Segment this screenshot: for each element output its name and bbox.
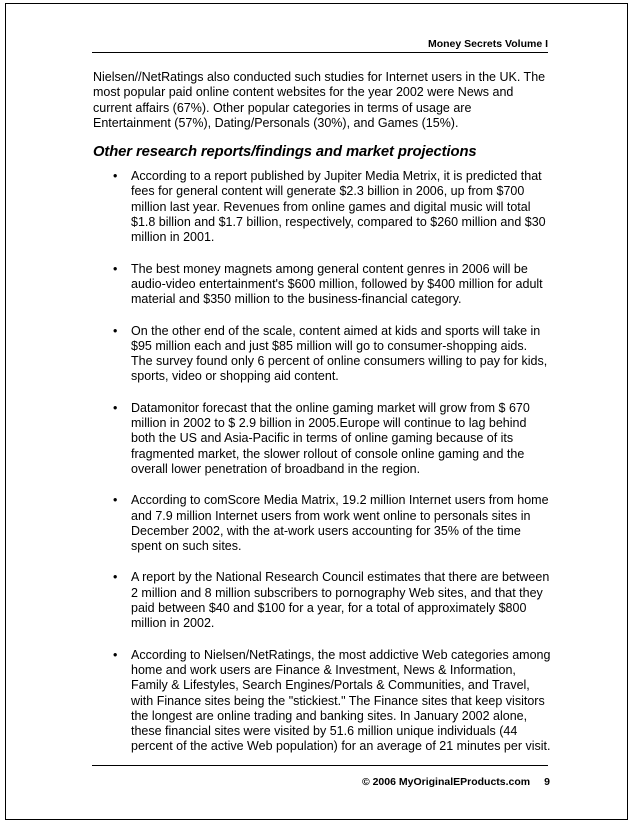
- list-item-text: On the other end of the scale, content aimed at kids and sports will take in $95 million each and just $85 million will go to consumer-shopping aids. The survey found only 6 percent of online consumers willing to pay for kids, sports, video or shopping aid content.: [131, 323, 548, 384]
- bullet-list: [93, 169, 551, 755]
- list-item-text: According to Nielsen/NetRatings, the most addictive Web categories among home and work users are Finance & Investment, News & Information, Family & Lifestyles, Search Engines/Portals & Communities, and Travel, with Finance sites being the "stickiest." The Finance sites that keep visitors the longest are online trading and banking sites. In January 2002 alone, these financial sites were visited by 51.6 million unique individuals (44 percent of the active Web population) for an average of 21 minutes per visit.: [131, 647, 551, 754]
- intro-paragraph: Nielsen//NetRatings also conducted such studies for Internet users in the UK. The most popular paid online content websites for the year 2002 were News and current affairs (67%). Other popular categories in terms of usage are Entertainment (57%), Dating/Personals (30%), and Games (15%).: [93, 70, 546, 130]
- bullet-icon: •: [113, 647, 118, 662]
- header-rule: [92, 52, 548, 53]
- copyright-text: © 2006 MyOriginalEProducts.com: [361, 776, 531, 788]
- list-item-text: The best money magnets among general content genres in 2006 will be audio-video entertainment's $600 million, followed by $400 million for adult material and $350 million to the business-financial category.: [131, 261, 543, 307]
- list-item: [93, 262, 551, 308]
- list-item: [93, 648, 551, 755]
- page-number: 9: [544, 776, 550, 788]
- page-content: [93, 70, 551, 771]
- bullet-icon: •: [113, 570, 118, 585]
- list-item: [93, 493, 551, 554]
- bullet-icon: •: [113, 169, 118, 184]
- bullet-icon: •: [113, 493, 118, 508]
- list-item-text: According to a report published by Jupiter Media Metrix, it is predicted that fees for general content will generate $2.3 billion in 2006, up from $700 million last year. Revenues from online games and digital music will total $1.8 billion and $1.7 billion, respectively, compared to $260 million and $30 million in 2001.: [131, 169, 546, 245]
- list-item-text: Datamonitor forecast that the online gaming market will grow from $ 670 million in 2002 to $ 2.9 billion in 2005.Europe will continue to lag behind both the US and Asia-Pacific in terms of online gaming because of its fragmented market, the slower rollout of console online gaming and the overall lower penetration of broadband in the region.: [131, 400, 530, 476]
- list-item: [93, 324, 551, 385]
- list-item: [93, 401, 551, 477]
- bullet-icon: •: [113, 323, 118, 338]
- list-item: [93, 570, 551, 631]
- bullet-icon: •: [113, 261, 118, 276]
- list-item: [93, 169, 551, 245]
- list-item-text: A report by the National Research Council estimates that there are between 2 million and 8 million subscribers to pornography Web sites, and that they paid between $40 and $100 for a year, for a total of approximately $800 million in 2002.: [131, 570, 550, 631]
- running-footer: [362, 776, 550, 788]
- running-header: Money Secrets Volume I: [427, 38, 548, 50]
- footer-rule: [92, 765, 548, 766]
- bullet-icon: •: [113, 400, 118, 415]
- section-heading: Other research reports/findings and market projections: [93, 144, 477, 161]
- list-item-text: According to comScore Media Matrix, 19.2 million Internet users from home and 7.9 million Internet users from work went online to personals sites in December 2002, with the at-work users accounting for 35% of the time spent on such sites.: [131, 493, 549, 554]
